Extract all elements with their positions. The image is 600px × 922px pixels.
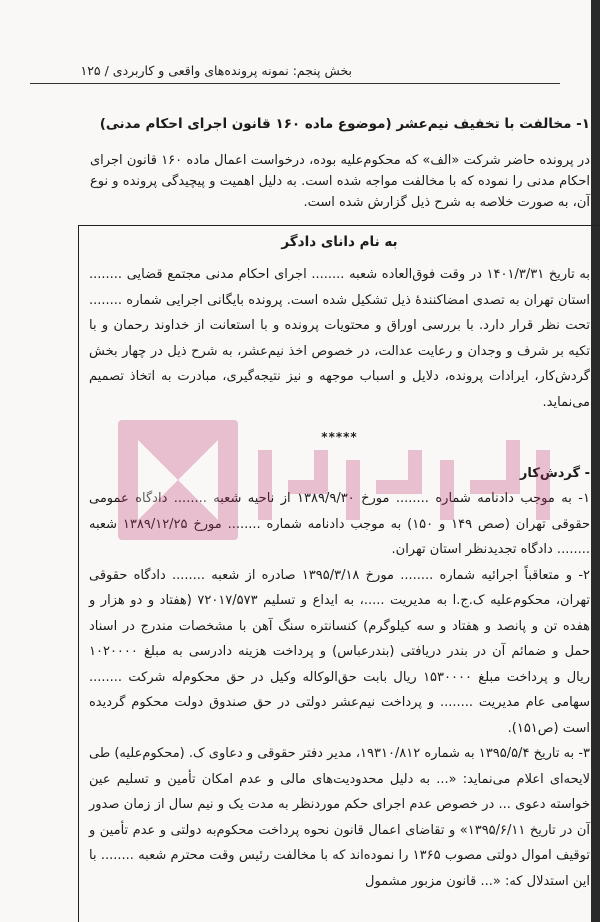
list-item: ۲- و متعاقباً اجرائیه شماره ........ مورخ ۱۳۹۵/۳/۱۸ صادره از شعبه ........ دادگاه حقوقی تهران، محکوم‌علیه ک.ج.ا به مدیریت .....، به ایداع و تسلیم ۷۲۰۱۷/۵۷۳ (هفتاد و دو هزار و هفده تن و پانصد و هفتاد و سه کیلوگرم) کنسانتره سنگ آهن با مشخصات مندرج در اسناد حمل و ضمائم آن در بندر دریافتی (بندرعباس) و پرداخت هزینه دادرسی به مبلغ ۱۰۲۰۰۰۰ ریال و پرداخت مبلغ ۱۵۳۰۰۰۰ ریال بابت حق‌الوکاله وکیل در حق محکوم‌له شرکت ........ سهامی عام مدیریت ........ و پرداخت نیم‌عشر دولتی در حق صندوق دولت محکوم گردیده است (ص۱۵۱). <box>89 567 590 736</box>
header-rule <box>30 83 560 84</box>
list-item: ۳- به تاریخ ۱۳۹۵/۵/۴ به شماره ۱۹۳۱۰/۸۱۲، مدیر دفتر حقوقی و دعاوی ک. (محکوم‌علیه) طی لایحه‌ای اعلام می‌نماید: «... به دلیل محدودیت‌های مالی و عدم امکان تأمین و تسلیم عین خواسته دعوی ... در خصوص عدم اجرای حکم موردنظر به مدت یک و نیم سال از زمان صدور آن در تاریخ ۱۳۹۵/۶/۱۱» و تقاضای اعمال قانون نحوه پرداخت محکوم‌به دولتی و عدم تأمین و توقیف اموال دولتی مصوب ۱۳۶۵ را نموده‌اند که با مخالفت رئیس وقت محترم شعبه ........ با این استدلال که: «... قانون مزبور مشمول <box>89 746 590 889</box>
sub-heading: - گردش‌کار <box>519 465 590 481</box>
running-header: بخش پنجم: نمونه پرونده‌های واقعی و کاربردی / ۱۲۵ <box>80 63 352 78</box>
verdict-box <box>78 225 600 922</box>
list-item: ۱- به موجب دادنامه شماره ........ مورخ ۱۳۸۹/۹/۳۰ از ناحیه شعبه ........ دادگاه عمومی حقوقی تهران (صص ۱۴۹ و ۱۵۰) به موجب دادنامه شماره ........ مورخ ۱۳۸۹/۱۲/۲۵ شعبه ........ دادگاه تجدیدنظر استان تهران. <box>89 491 590 557</box>
section-title: مخالفت با تخفیف نیم‌عشر (موضوع ماده ۱۶۰ قانون اجرای احکام مدنی) <box>99 116 572 132</box>
opening-paragraph: به تاریخ ۱۴۰۱/۳/۳۱ در وقت فوق‌العاده شعبه ........ اجرای احکام مدنی مجتمع قضایی ........ استان تهران به تصدی امضاکنندهٔ ذیل تشکیل شده است. پرونده بایگانی اجرایی شماره ........ تحت نظر قرار دارد. با بررسی اوراق و محتویات پرونده و با استعانت از خداوند رحمان و با تکیه بر شرف و وجدان و رعایت عدالت، در خصوص اخذ نیم‌عشر، به شرح ذیل در چهار بخش گردش‌کار، ایرادات پرونده، دلایل و اسباب موجهه و نیز نتیجه‌گیری، مبادرت به اتخاذ تصمیم می‌نماید. <box>89 267 590 410</box>
section-number: ۱- <box>576 116 590 132</box>
box-title: به نام دانای دادگر <box>281 234 398 250</box>
box-body <box>89 262 590 894</box>
intro-paragraph: در پرونده حاضر شرکت «الف» که محکوم‌علیه بوده، درخواست اعمال ماده ۱۶۰ قانون اجرای احکام مدنی را نموده که با مخالفت مواجه شده است. به دلیل اهمیت و پیچیدگی پرونده و نوع آن، به صورت خلاصه به شرح ذیل گزارش شده است. <box>90 153 590 210</box>
intro-text <box>90 150 590 213</box>
stars-divider: ***** <box>321 430 358 444</box>
section-heading <box>100 116 590 132</box>
